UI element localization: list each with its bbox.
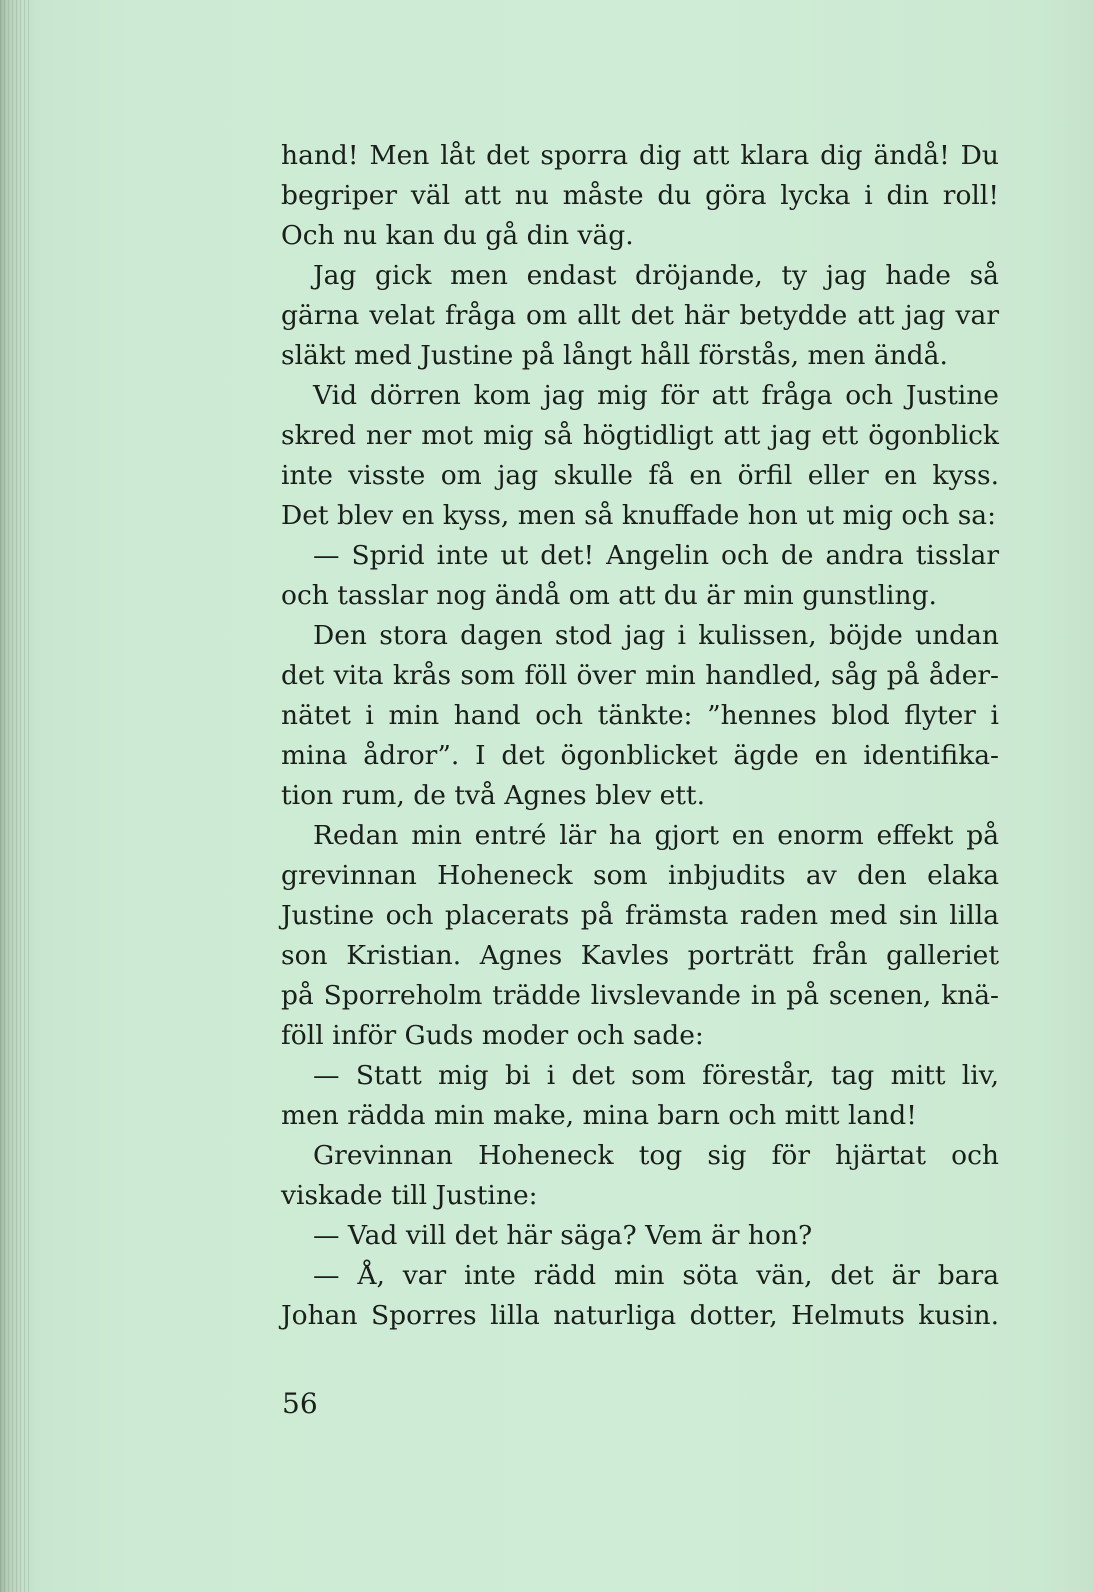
text-line: — Statt mig bi i det som förestår, tag mitt liv, bbox=[313, 1060, 999, 1091]
body-text bbox=[281, 136, 999, 1336]
text-line: viskade till Justine: bbox=[281, 1180, 538, 1211]
text-line: hand! Men låt det sporra dig att klara dig ändå! Du bbox=[281, 140, 999, 171]
text-line: och tasslar nog ändå om att du är min gunstling. bbox=[281, 580, 937, 611]
text-line: inte visste om jag skulle få en örfil eller en kyss. bbox=[281, 460, 999, 491]
text-line: föll inför Guds moder och sade: bbox=[281, 1020, 704, 1051]
page-number: 56 bbox=[282, 1387, 318, 1420]
text-line: — Å, var inte rädd min söta vän, det är bara bbox=[313, 1260, 999, 1291]
text-line: släkt med Justine på långt håll förstås, men ändå. bbox=[281, 340, 948, 371]
text-line: Grevinnan Hoheneck tog sig för hjärtat och bbox=[313, 1140, 999, 1171]
text-line: gärna velat fråga om allt det här betydde att jag var bbox=[281, 300, 999, 331]
text-line: — Vad vill det här säga? Vem är hon? bbox=[313, 1220, 813, 1251]
text-line: son Kristian. Agnes Kavles porträtt från galleriet bbox=[281, 940, 999, 971]
text-line: Justine och placerats på främsta raden med sin lilla bbox=[281, 900, 999, 931]
text-line: mina ådror”. I det ögonblicket ägde en identifika- bbox=[281, 740, 999, 771]
text-line: Johan Sporres lilla naturliga dotter, Helmuts kusin. bbox=[281, 1300, 999, 1331]
page-edge bbox=[0, 0, 30, 1592]
text-line: skred ner mot mig så högtidligt att jag ett ögonblick bbox=[281, 420, 999, 451]
text-line: nätet i min hand och tänkte: ”hennes blod flyter i bbox=[281, 700, 999, 731]
text-line: — Sprid inte ut det! Angelin och de andra tisslar bbox=[313, 540, 999, 571]
text-line: Den stora dagen stod jag i kulissen, böjde undan bbox=[313, 620, 999, 651]
text-line: begriper väl att nu måste du göra lycka i din roll! bbox=[281, 180, 999, 211]
text-line: Redan min entré lär ha gjort en enorm effekt på bbox=[313, 820, 999, 851]
text-line: tion rum, de två Agnes blev ett. bbox=[281, 780, 705, 811]
text-line: Och nu kan du gå din väg. bbox=[281, 220, 634, 251]
text-line: Jag gick men endast dröjande, ty jag hade så bbox=[313, 260, 999, 291]
text-line: på Sporreholm trädde livslevande in på scenen, knä- bbox=[281, 980, 999, 1011]
text-line: grevinnan Hoheneck som inbjudits av den elaka bbox=[281, 860, 999, 891]
text-line: Det blev en kyss, men så knuffade hon ut mig och sa: bbox=[281, 500, 997, 531]
text-line: men rädda min make, mina barn och mitt land! bbox=[281, 1100, 917, 1131]
text-line: det vita krås som föll över min handled, såg på åder- bbox=[281, 660, 999, 691]
text-line: Vid dörren kom jag mig för att fråga och Justine bbox=[313, 380, 999, 411]
